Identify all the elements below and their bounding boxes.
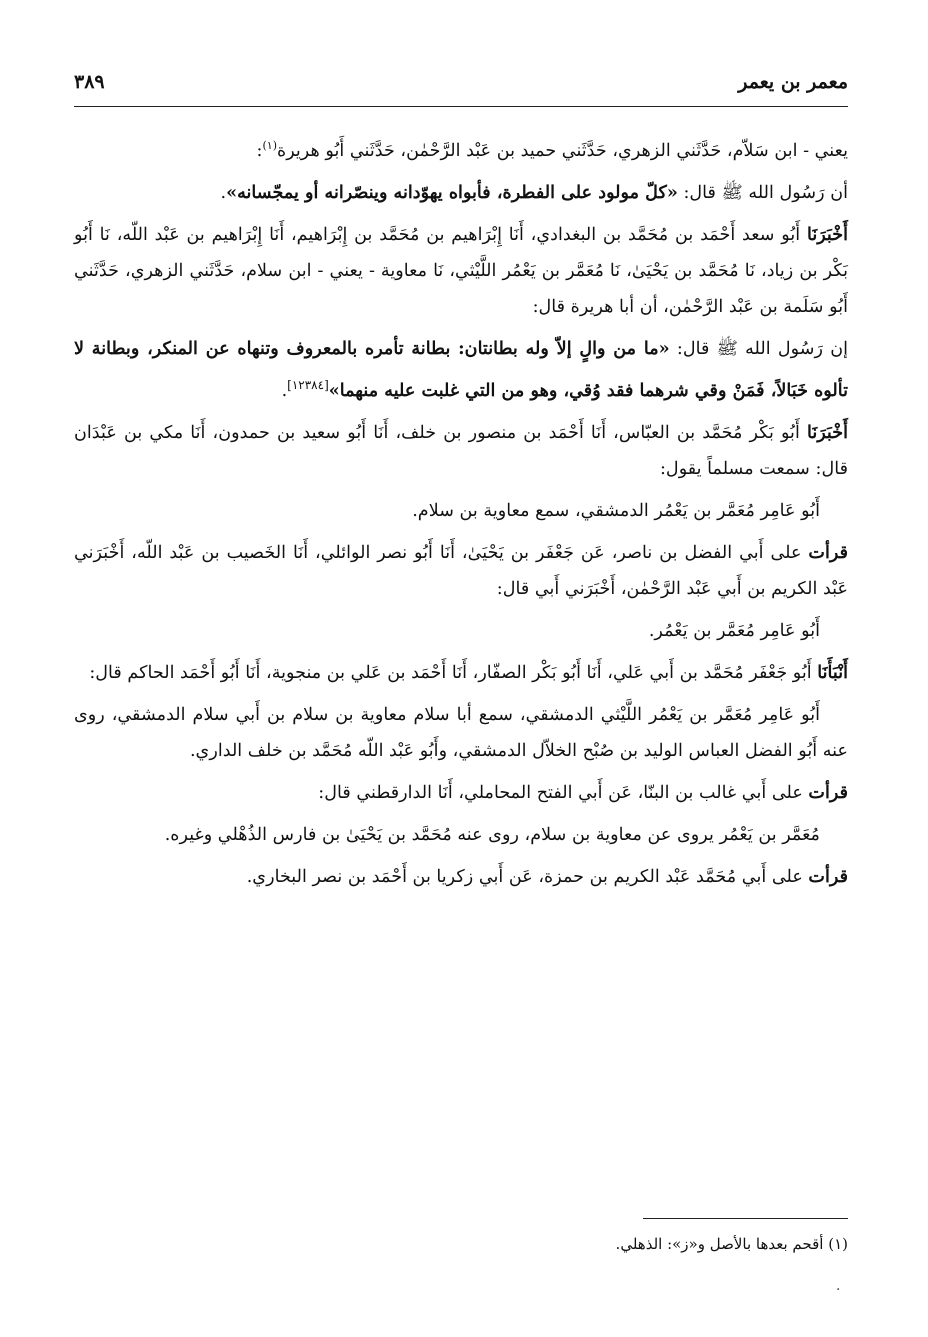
footnote-ref[interactable]: (١) xyxy=(262,139,277,152)
paragraph-4 xyxy=(74,331,848,409)
paragraph-tail: . xyxy=(220,182,227,203)
paragraph-text: أَبُو سعد أَحْمَد بن مُحَمَّد بن البغدادي، أَنَا إِبْرَاهيم بن مُحَمَّد بن إِبْرَاهيم، أَنَا إِبْرَاهيم بن عَبْد اللّه، نَا أَبُو بَكْر بن زياد، نَا مُحَمَّد بن يَحْيَىٰ، نَا مُعَمَّر بن يَعْمُر اللَّيْثي، نَا معاوية - يعني - ابن سلام، حَدَّثَني الزهري، حَدَّثَني أَبُو سَلَمة بن عَبْد الرَّحْمٰن، أن أبا هريرة قال: xyxy=(74,224,848,317)
narration-keyword: قرأت xyxy=(808,541,848,563)
page-number: ٣٨٩ xyxy=(74,71,105,93)
narration-keyword: أَخْبَرَنَا xyxy=(806,223,848,245)
main-text xyxy=(74,128,848,901)
paragraph-13 xyxy=(74,859,848,895)
paragraph-text: أَبُو بَكْر مُحَمَّد بن العبّاس، أَنَا أَحْمَد بن منصور بن خلف، أَنَا أَبُو سعيد بن حمدون، أَنَا مكي بن عَبْدَان قال: سمعت مسلماً يقول: xyxy=(74,422,848,479)
hadith-number: [١٢٣٨٤] xyxy=(287,377,329,392)
footnote xyxy=(74,1232,848,1256)
paragraph-8 xyxy=(74,613,848,649)
header-rule xyxy=(74,106,848,107)
paragraph-text: على أَبي غالب بن البنّا، عَن أَبي الفتح المحاملي، أَنَا الدارقطني قال: xyxy=(318,782,809,803)
paragraph-2 xyxy=(74,175,848,211)
paragraph-5 xyxy=(74,415,848,487)
paragraph-tail: . xyxy=(281,380,288,401)
paragraph-text: مُعَمَّر بن يَعْمُر يروى عن معاوية بن سلام، روى عنه مُحَمَّد بن يَحْيَىٰ بن فارس الذُهْلي وغيره. xyxy=(164,824,820,845)
paragraph-text: على أَبي مُحَمَّد عَبْد الكريم بن حمزة، عَن أَبي زكريا بن أَحْمَد بن نصر البخاري. xyxy=(246,866,809,887)
paragraph-text: أَبُو عَامِر مُعَمَّر بن يَعْمُر اللَّيْثي الدمشقي، سمع أبا سلام معاوية بن سلام بن أَبي سلام الدمشقي، روى عنه أَبُو الفضل العباس الوليد بن صُبْح الخلاّل الدمشقي، وأَبُو عَبْد اللّه مُحَمَّد بن خلف الداري. xyxy=(74,704,848,761)
narration-keyword: قرأت xyxy=(808,865,848,887)
footnote-text: أقحم بعدها بالأصل و«ز»: الذهلي. xyxy=(615,1235,824,1253)
paragraph-7 xyxy=(74,535,848,607)
paragraph-lead: أن رَسُول الله ﷺ قال: xyxy=(677,182,848,203)
paragraph-12 xyxy=(74,817,848,853)
paragraph-lead: إن رَسُول الله ﷺ قال: xyxy=(669,338,848,359)
paragraph-tail: : xyxy=(256,140,263,161)
paragraph-9 xyxy=(74,655,848,691)
paragraph-text: يعني - ابن سَلاّم، حَدَّثَني الزهري، حَدَّثَني حميد بن عَبْد الرَّحْمٰن، حَدَّثَني أَبُو هريرة xyxy=(276,140,848,161)
footnote-rule xyxy=(643,1218,848,1219)
paragraph-text: أَبُو عَامِر مُعَمَّر بن يَعْمُر الدمشقي، سمع معاوية بن سلام. xyxy=(412,500,820,521)
narration-keyword: أَنْبَأَنَا xyxy=(817,661,848,683)
hadith-text: «ما من والٍ إلاّ وله بطانتان: بطانة تأمره بالمعروف وتنهاه عن المنكر، وبطانة لا تألوه خَبَالاً، فَمَنْ وقي شرهما فقد وُقي، وهو من التي غلبت عليه منهما» xyxy=(74,337,848,401)
narration-keyword: أَخْبَرَنَا xyxy=(806,421,848,443)
hadith-text: «كلّ مولود على الفطرة، فأبواه يهوّدانه وينصّرانه أو يمجّسانه» xyxy=(226,181,678,203)
paragraph-1 xyxy=(74,128,848,169)
paragraph-6 xyxy=(74,493,848,529)
paragraph-10 xyxy=(74,697,848,769)
narration-keyword: قرأت xyxy=(808,781,848,803)
paragraph-text: أَبُو عَامِر مُعَمَّر بن يَعْمُر. xyxy=(648,620,820,641)
page-mark: . xyxy=(836,1278,841,1294)
running-title: معمر بن يعمر xyxy=(738,71,848,93)
footnote-number: (١) xyxy=(828,1235,848,1253)
page-header xyxy=(74,62,848,102)
paragraph-text: أَبُو جَعْفَر مُحَمَّد بن أَبي عَلي، أَنَا أَبُو بَكْر الصفّار، أَنَا أَحْمَد بن عَلي بن منجوية، أَنَا أَبُو أَحْمَد الحاكم قال: xyxy=(89,662,818,683)
paragraph-text: على أَبي الفضل بن ناصر، عَن جَعْفَر بن يَحْيَىٰ، أَنَا أَبُو نصر الوائلي، أَنَا الخَصيب بن عَبْد اللّه، أَخْبَرَني عَبْد الكريم بن أَبي عَبْد الرَّحْمٰن، أَخْبَرَني أَبي قال: xyxy=(74,542,848,599)
paragraph-11 xyxy=(74,775,848,811)
paragraph-3 xyxy=(74,217,848,325)
